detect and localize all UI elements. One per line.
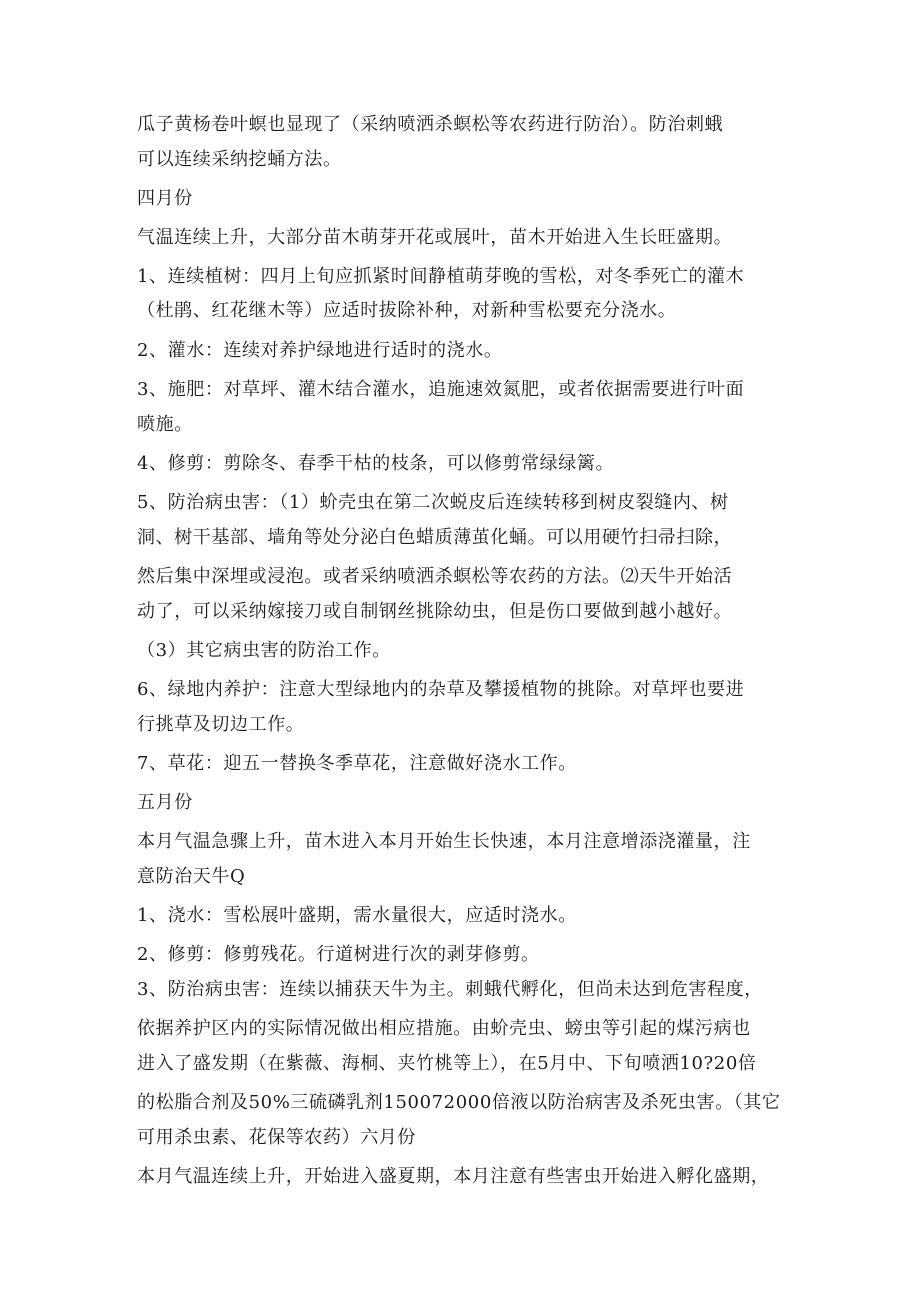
text-line: 然后集中深埋或浸泡。或者采纳喷洒杀螟松等农药的方法。⑵天牛开始活 xyxy=(137,566,733,587)
text-line: 动了，可以采纳嫁接刀或自制钢丝挑除幼虫，但是伤口要做到越小越好。 xyxy=(137,601,733,622)
section-heading-may: 五月份 xyxy=(137,792,193,813)
text-line: 依据养护区内的实际情况做出相应措施。由蚧壳虫、螃虫等引起的煤污病也 xyxy=(137,1018,751,1039)
text-line: 的松脂合剂及50%三硫磷乳剂150072000倍液以防治病害及杀死虫害。（其它 xyxy=(137,1092,781,1113)
text-line: 瓜子黄杨卷叶螟也显现了（采纳喷洒杀螟松等农药进行防治）。防治刺蛾 xyxy=(137,114,724,135)
text-line: 3、施肥：对草坪、灌木结合灌水，追施速效氮肥，或者依据需要进行叶面 xyxy=(137,379,745,400)
section-heading-april: 四月份 xyxy=(137,188,193,209)
text-line: 7、草花：迎五一替换冬季草花，注意做好浇水工作。 xyxy=(137,753,577,774)
text-line: 喷施。 xyxy=(137,414,193,435)
text-line: 可以连续采纳挖蛹方法。 xyxy=(137,149,342,170)
text-line: 意防治天牛Q xyxy=(137,866,246,887)
text-line: 进入了盛发期（在紫薇、海桐、夹竹桃等上），在5月中、下旬喷洒10?20倍 xyxy=(137,1053,757,1074)
text-line: 可用杀虫素、花保等农药）六月份 xyxy=(137,1127,416,1148)
text-line: 本月气温急骤上升，苗木进入本月开始生长快速，本月注意增添浇灌量，注 xyxy=(137,831,751,852)
text-line: 1、连续植树：四月上旬应抓紧时间静植萌芽晚的雪松，对冬季死亡的灌木 xyxy=(137,266,745,287)
text-line: （杜鹃、红花继木等）应适时拔除补种，对新种雪松要充分浇水。 xyxy=(137,300,677,321)
text-line: 洞、树干基部、墙角等处分泌白色蜡质薄茧化蛹。可以用硬竹扫帚扫除， xyxy=(137,527,733,548)
text-line: （3）其它病虫害的防治工作。 xyxy=(137,640,391,661)
text-line: 2、修剪：修剪残花。行道树进行次的剥芽修剪。 xyxy=(137,944,540,965)
text-line: 2、灌水：连续对养护绿地进行适时的浇水。 xyxy=(137,340,503,361)
text-line: 本月气温连续上升，开始进入盛夏期，本月注意有些害虫开始进入孵化盛期， xyxy=(137,1166,770,1187)
text-line: 3、防治病虫害：连续以捕获天牛为主。刺蛾代孵化，但尚未达到危害程度， xyxy=(137,979,763,1000)
text-line: 行挑草及切边工作。 xyxy=(137,714,305,735)
text-line: 气温连续上升，大部分苗木萌芽开花或展叶，苗木开始进入生长旺盛期。 xyxy=(137,227,733,248)
text-line: 1、浇水：雪松展叶盛期，需水量很大，应适时浇水。 xyxy=(137,905,577,926)
text-line: 5、防治病虫害：（1）蚧壳虫在第二次蜕皮后连续转移到树皮裂缝内、树 xyxy=(137,492,729,513)
text-line: 4、修剪：剪除冬、春季干枯的枝条，可以修剪常绿绿篱。 xyxy=(137,453,615,474)
text-line: 6、绿地内养护：注意大型绿地内的杂草及攀援植物的挑除。对草坪也要进 xyxy=(137,679,745,700)
